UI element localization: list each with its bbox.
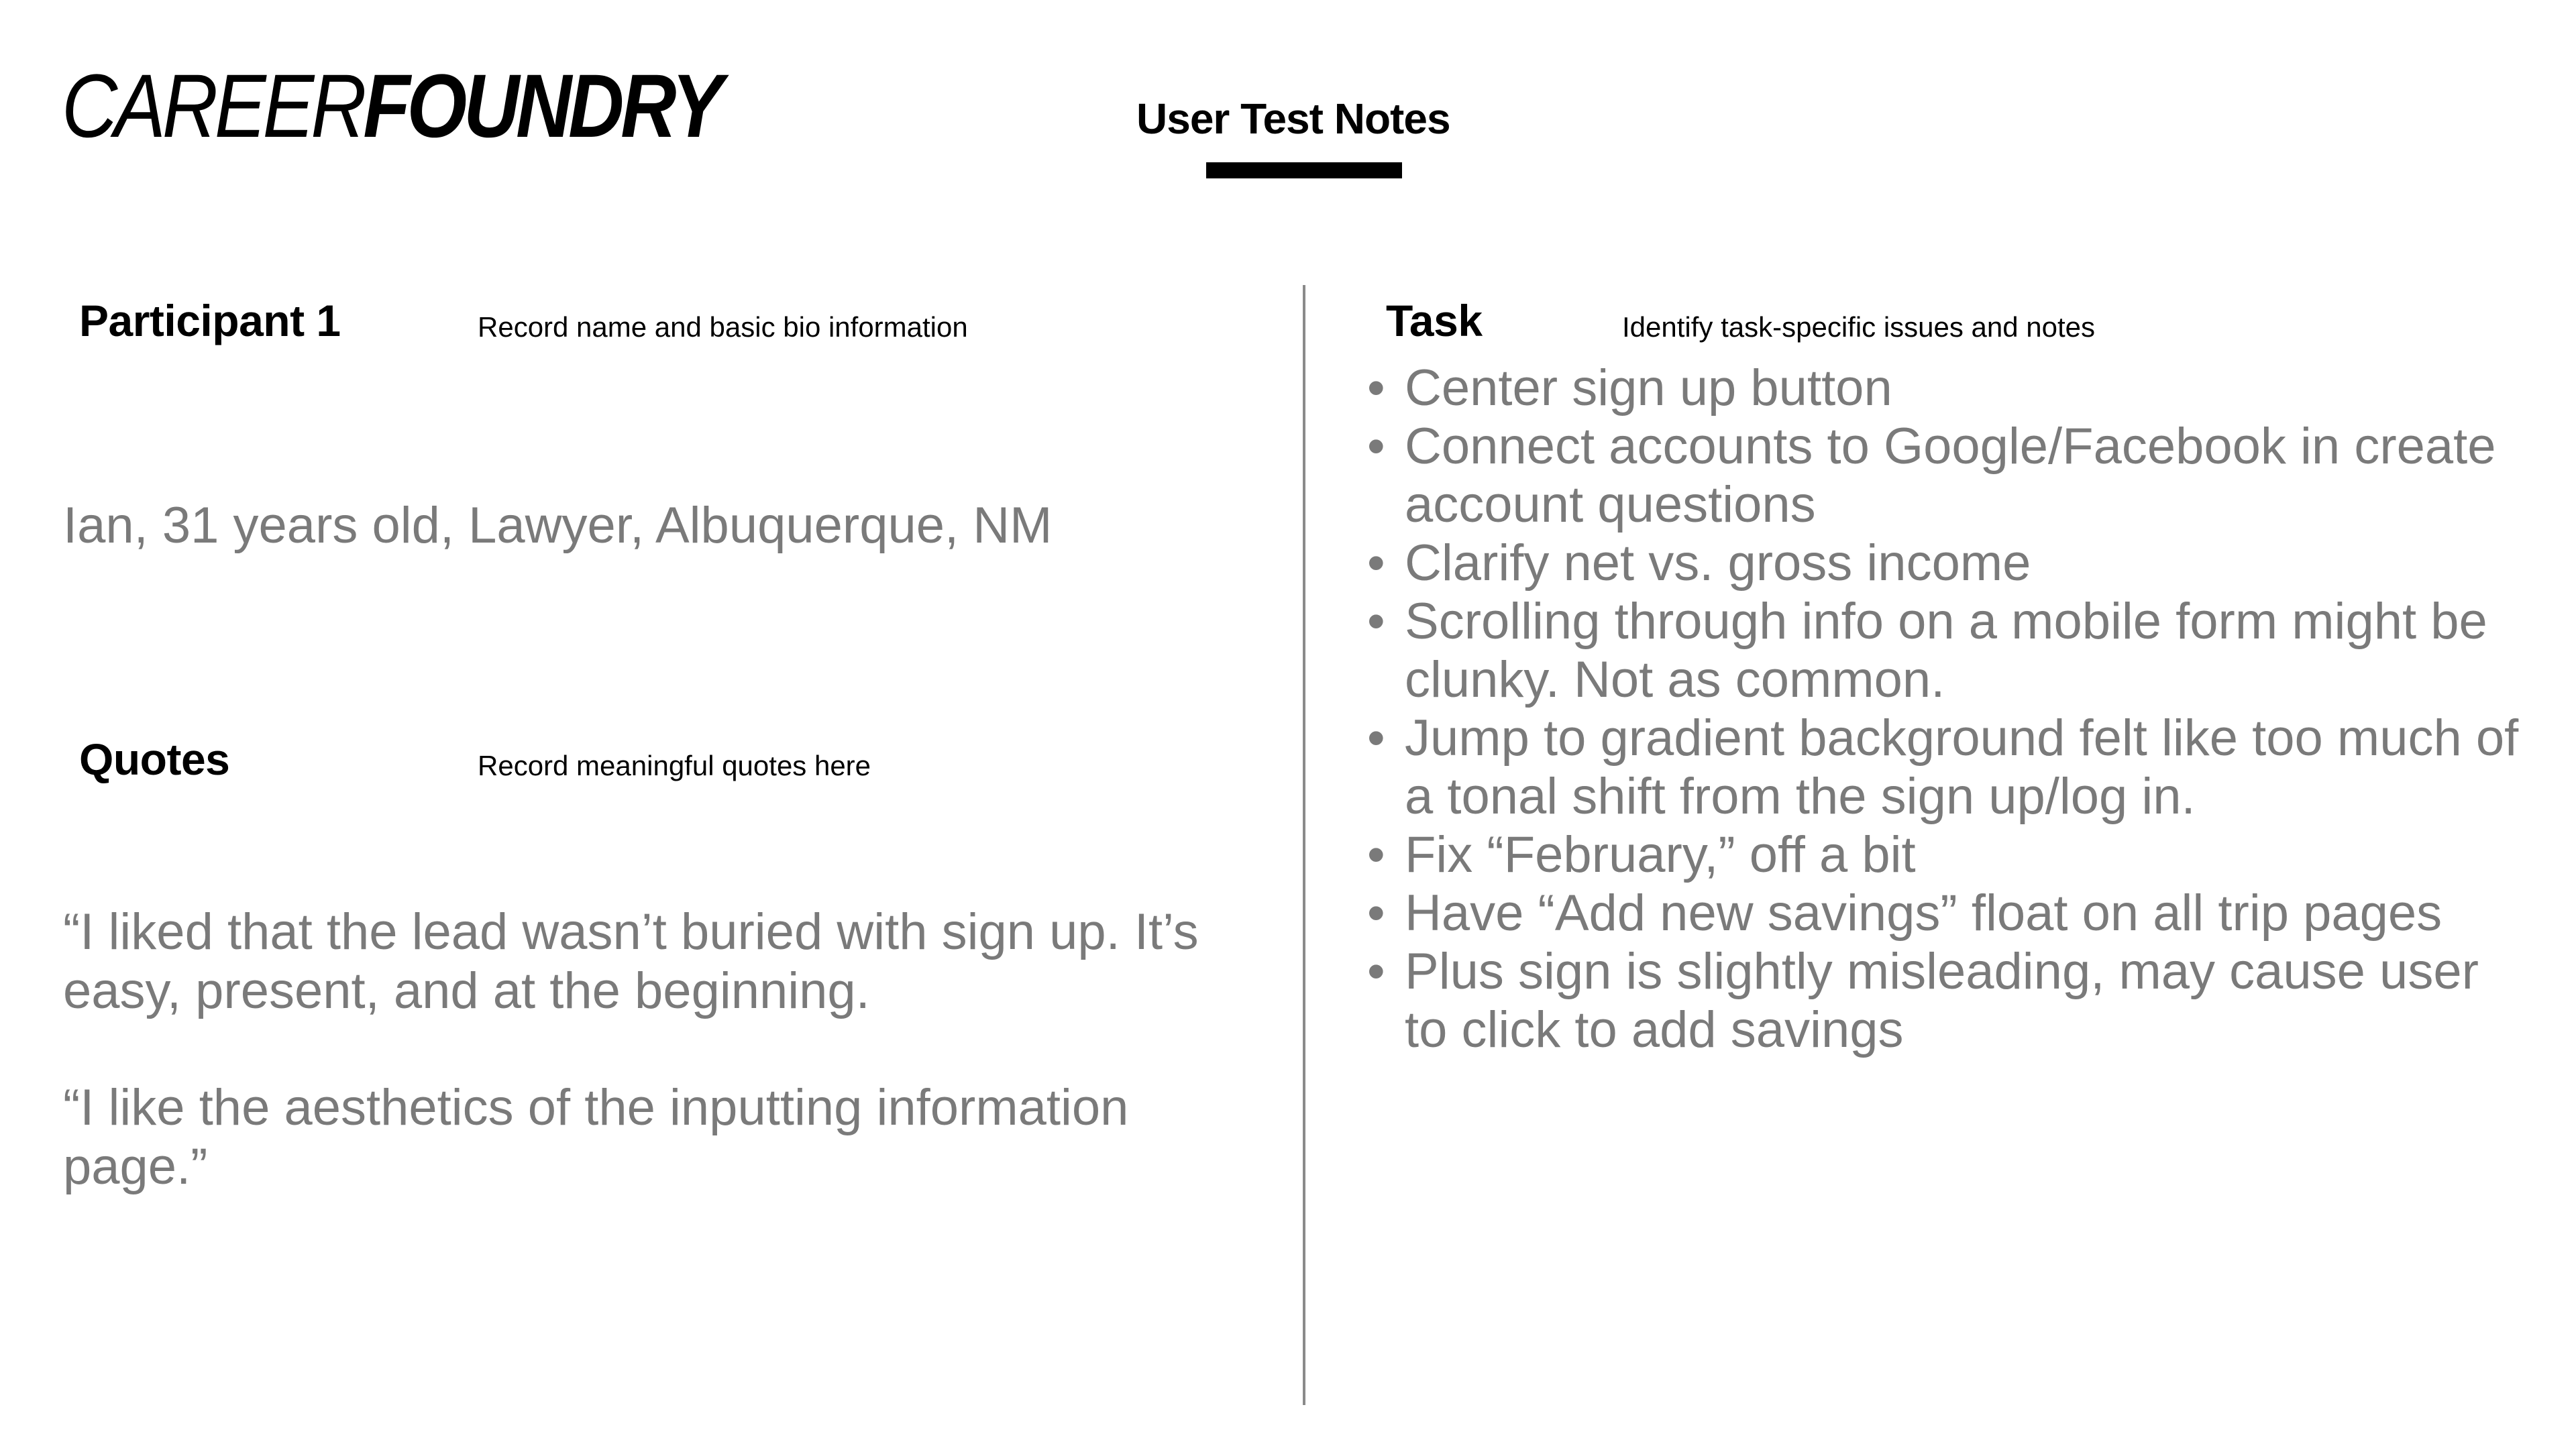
bullet-icon: • (1367, 710, 1385, 767)
task-note-text: Center sign up button (1405, 359, 1892, 416)
task-note-text: Jump to gradient background felt like too much of a tonal shift from the sign up/log in. (1405, 710, 2519, 825)
task-note-item (1367, 359, 2521, 417)
careerfoundry-logo (62, 56, 720, 156)
quotes-heading: Quotes (79, 734, 230, 784)
task-note-text: Connect accounts to Google/Facebook in create account questions (1405, 418, 2496, 533)
task-note-item (1367, 417, 2521, 534)
task-note-item (1367, 709, 2521, 826)
participant-heading: Participant 1 (79, 296, 341, 345)
bullet-icon: • (1367, 535, 1385, 592)
title-underline (1206, 162, 1402, 178)
logo-text-bold: FOUNDRY (363, 56, 720, 156)
task-hint: Identify task-specific issues and notes (1622, 311, 2096, 343)
task-note-item (1367, 942, 2521, 1059)
task-note-text: Plus sign is slightly misleading, may cause user to click to add savings (1405, 943, 2479, 1058)
task-note-text: Scrolling through info on a mobile form might be clunky. Not as common. (1405, 593, 2487, 708)
bullet-icon: • (1367, 593, 1385, 650)
task-note-text: Clarify net vs. gross income (1405, 535, 2031, 592)
quotes-hint: Record meaningful quotes here (478, 750, 871, 781)
task-note-item (1367, 592, 2521, 709)
page-title: User Test Notes (1136, 95, 1450, 143)
bullet-icon: • (1367, 885, 1385, 942)
participant-bio: Ian, 31 years old, Lawyer, Albuquerque, NM (63, 497, 1053, 554)
quote-item: “I liked that the lead wasn’t buried with sign up. It’s easy, present, and at the beginning. (63, 903, 1199, 1019)
task-note-item (1367, 884, 2521, 942)
bullet-icon: • (1367, 418, 1385, 475)
task-notes-list (1367, 359, 2521, 1059)
task-note-text: Fix “February,” off a bit (1405, 826, 1916, 883)
column-divider (1303, 285, 1305, 1405)
task-note-text: Have “Add new savings” float on all trip pages (1405, 885, 2443, 942)
task-note-item (1367, 826, 2521, 884)
bullet-icon: • (1367, 826, 1385, 883)
bullet-icon: • (1367, 359, 1385, 416)
bullet-icon: • (1367, 943, 1385, 1000)
task-heading: Task (1386, 296, 1483, 345)
participant-hint: Record name and basic bio information (478, 311, 968, 343)
logo-text-light: CAREER (62, 56, 364, 156)
task-note-item (1367, 534, 2521, 592)
quote-item: “I like the aesthetics of the inputting information page.” (63, 1079, 1129, 1195)
